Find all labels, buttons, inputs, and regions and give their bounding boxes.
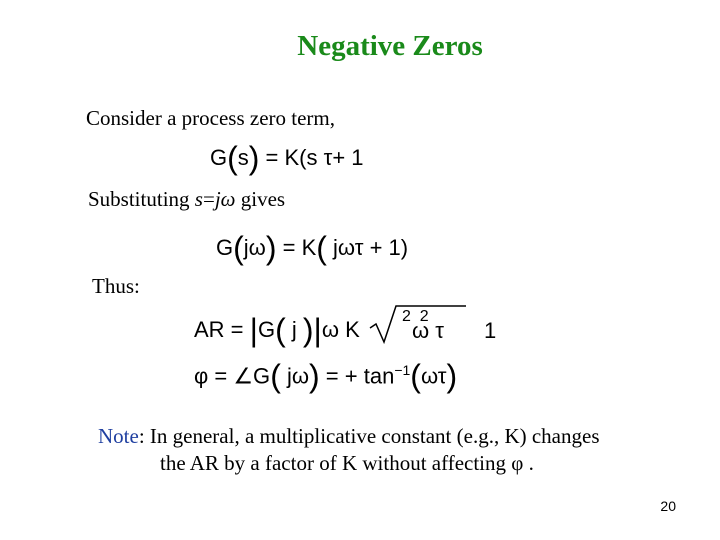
slide-title: Negative Zeros xyxy=(297,30,483,62)
note-label: Note xyxy=(98,424,139,448)
sqrt-exponents: 2 2 xyxy=(402,308,429,325)
sqrt-constant: 1 xyxy=(484,318,497,343)
note-line-2: the AR by a factor of K without affecting φ . xyxy=(160,451,534,475)
equation-amplitude-ratio: AR = |G( j )|ω K xyxy=(194,312,360,348)
equation-zero-term: G(s) = K(s τ+ 1 xyxy=(210,140,364,176)
thus-label: Thus: xyxy=(92,274,140,298)
sqrt-terms: ω τ xyxy=(412,318,444,343)
note-line-1: Note: In general, a multiplicative constant (e.g., K) changes xyxy=(98,424,600,448)
substitution-text: Substituting s=jω gives xyxy=(88,187,286,211)
page-number: 20 xyxy=(660,498,676,514)
equation-phase-angle: φ = ∠G( jω) = + $\tan^{-1}(\omega\tau)$ xyxy=(194,358,458,395)
intro-text: Consider a process zero term, xyxy=(86,106,335,130)
equation-frequency-response: G(jω) = K( jωτ + 1) xyxy=(216,230,409,266)
